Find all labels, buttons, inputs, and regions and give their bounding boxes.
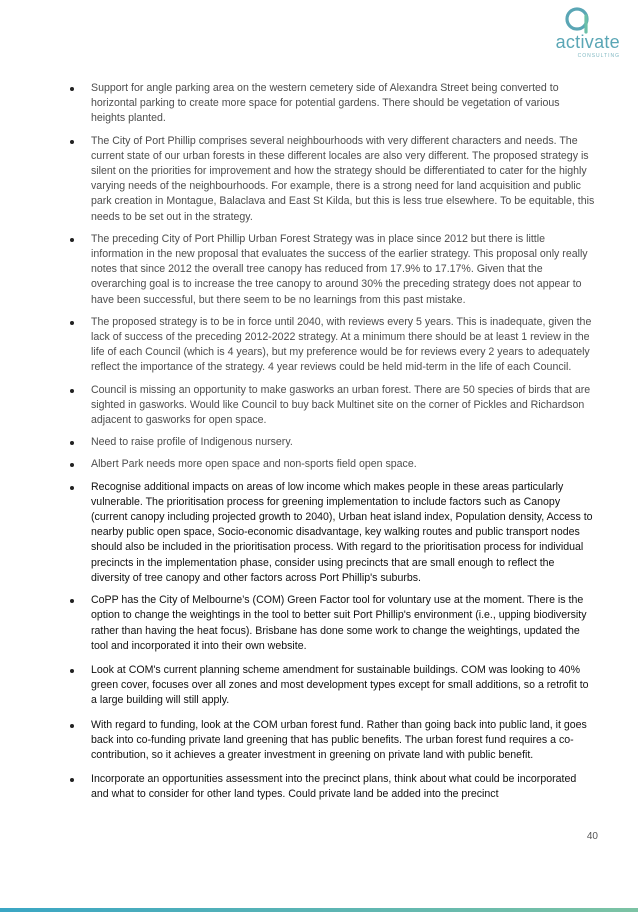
list-item (68, 383, 596, 429)
page-number: 40 (586, 831, 598, 842)
list-item-text: Support for angle parking area on the western cemetery side of Alexandra Street being converted to horizontal parking to create more space for potential gardens. There should be vegetation of various heights planted. (91, 82, 560, 125)
list-item (68, 315, 596, 376)
list-item (68, 81, 596, 127)
logo-ring-icon (562, 6, 592, 34)
bullet-icon (70, 441, 74, 445)
list-item (68, 593, 596, 654)
bullet-icon (70, 87, 74, 91)
list-item (68, 457, 596, 472)
activate-consulting-logo (538, 6, 620, 62)
bullet-icon (70, 724, 74, 728)
list-item-text: Incorporate an opportunities assessment into the precinct plans, think about what could be incorporated and what to consider for other land types. Could private land be added into the precinct (91, 773, 577, 801)
list-item-text: The City of Port Phillip comprises several neighbourhoods with very different characters and needs. The current state of our urban forests in these different locales are also very different. The proposed strategy is silent on the priorities for improvement and how the strategy should be differentiated to cater for the highly varying needs of the neighbourhoods. For example, there is a strong need for land acquisition and public park creation in Montague, Balaclava and East St Kilda, but this is less true elsewhere. To be equitable, this needs to be set out in the strategy. (91, 134, 595, 223)
document-body (68, 81, 596, 810)
list-item-text: Council is missing an opportunity to make gasworks an urban forest. There are 50 species of birds that are sighted in gasworks. Would like Council to buy back Multinet site on the corner of Pickles and Richardson adjacent to gasworks for open space. (91, 383, 591, 427)
list-item (68, 232, 596, 308)
list-item (68, 772, 596, 802)
logo-subtitle: CONSULTING (577, 53, 620, 59)
list-item-text: Recognise additional impacts on areas of low income which makes people in these areas particularly vulnerable. The prioritisation process for greening implementation to include factors such as Canopy (current canopy including projected growth to 2040), Urban heat island index, Population density, Access to nearby public open space, Socio-economic disadvantage, key walking routes and public transport nodes should also be included in the prioritisation process. With regard to the prioritisation process for individual precincts in the implementation phase, consider using precincts that are small enough to reflect the diversity of tree canopy and other factors across Port Phillip's suburbs. (91, 480, 593, 584)
bullet-icon (70, 463, 74, 467)
bullet-icon (70, 321, 74, 325)
bullet-icon (70, 140, 74, 144)
bullet-list (68, 81, 596, 803)
bullet-icon (70, 486, 74, 490)
list-item (68, 663, 596, 709)
list-item-text: Albert Park needs more open space and non-sports field open space. (91, 458, 417, 471)
list-item (68, 480, 596, 586)
list-item-text: Need to raise profile of Indigenous nursery. (91, 436, 293, 449)
bullet-icon (70, 599, 74, 603)
list-item-text: With regard to funding, look at the COM urban forest fund. Rather than going back into public land, it goes back into co-funding private land greening that has public benefits. The urban forest fund requires a co-contribution, so it achieves a greater investment in greening on private land with public benefit. (91, 718, 587, 761)
bullet-icon (70, 669, 74, 673)
logo-wordmark: activate (555, 32, 620, 52)
list-item (68, 435, 596, 450)
list-item (68, 134, 596, 225)
list-item-text: Look at COM's current planning scheme amendment for sustainable buildings. COM was looking to 40% green cover, focuses over all zones and most development types except for small additions, so a retrofit to a large building will still apply. (91, 663, 589, 707)
bullet-icon (70, 238, 74, 242)
list-item-text: CoPP has the City of Melbourne’s (COM) Green Factor tool for voluntary use at the moment. There is the option to change the weightings in the tool to better suit Port Phillip's environment (i.e., upping biodiversity rather than having the heat focus). Brisbane has done some work to change the weightings, updated the tool and incorporated it into their own website. (91, 594, 587, 652)
footer-accent-bar (0, 908, 638, 912)
list-item (68, 718, 596, 764)
list-item-text: The proposed strategy is to be in force until 2040, with reviews every 5 years. This is inadequate, given the lack of success of the preceding 2012-2022 strategy. At a minimum there should be at least 1 review in the life of each Council (which is 4 years), but my preference would be for reviews every 2 years to adequately reflect the importance of the strategy. 4 year reviews could be held mid-term in the life of each Council. (91, 315, 592, 374)
bullet-icon (70, 389, 74, 393)
list-item-text: The preceding City of Port Phillip Urban Forest Strategy was in place since 2012 but there is little information in the new proposal that evaluates the success of the earlier strategy. This proposal only really notes that since 2012 the overall tree canopy has reduced from 17.9% to 17.17%. Given that the overarching goal is to increase the tree canopy to around 30% the preceding strategy does not appear to have been successful, but there seem to be no learnings from this past mistake. (91, 232, 588, 306)
bullet-icon (70, 778, 74, 782)
